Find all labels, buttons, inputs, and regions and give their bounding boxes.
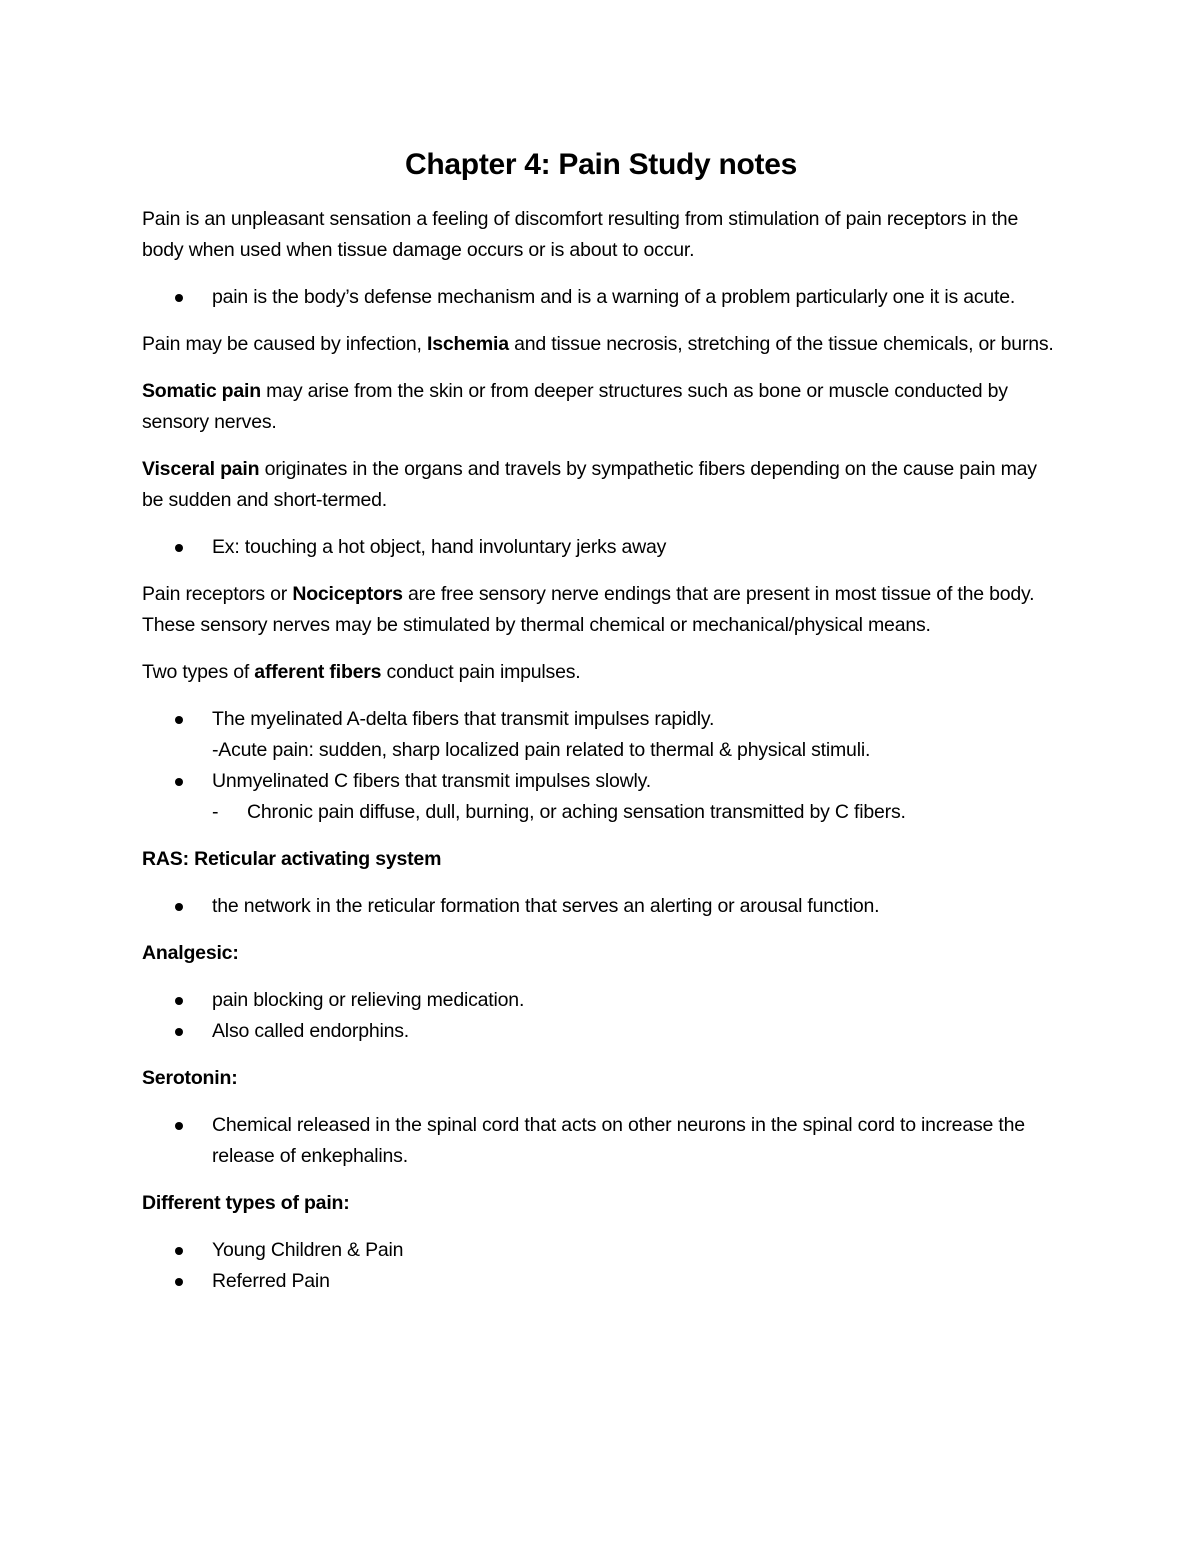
section-heading-types	[142, 1188, 1060, 1219]
text-run: and tissue necrosis, stretching of the tissue chemicals, or burns.	[508, 333, 1054, 355]
list-item-text: Unmyelinated C fibers that transmit impulses slowly.	[212, 770, 651, 792]
text-run: Pain receptors or	[142, 583, 293, 605]
list-item-subtext: -Acute pain: sudden, sharp localized pain related to thermal & physical stimuli.	[212, 739, 871, 761]
term-afferent-fibers: afferent fibers	[254, 661, 382, 683]
bullet-icon	[175, 716, 183, 724]
list-item-text: Ex: touching a hot object, hand involuntary jerks away	[212, 536, 667, 558]
list-item	[142, 1016, 1060, 1047]
list-item-text: Also called endorphins.	[212, 1020, 410, 1042]
bullet-icon	[175, 1278, 183, 1286]
somatic-paragraph	[142, 376, 1060, 438]
page-title: Chapter 4: Pain Study notes	[405, 148, 797, 181]
list-item	[142, 282, 1060, 313]
list-item	[142, 1110, 1060, 1172]
heading-text: Analgesic:	[142, 942, 239, 964]
visceral-list	[142, 532, 1060, 563]
heading-text: Different types of pain:	[142, 1192, 350, 1214]
afferent-list	[142, 704, 1060, 797]
sub-list-item-text: Chronic pain diffuse, dull, burning, or aching sensation transmitted by C fibers.	[247, 801, 906, 823]
dash-marker: -	[212, 801, 219, 823]
term-somatic-pain: Somatic pain	[142, 380, 261, 402]
bullet-icon	[175, 294, 183, 302]
text-run: Two types of	[142, 661, 255, 683]
list-item	[142, 891, 1060, 922]
heading-text: RAS: Reticular activating system	[142, 848, 442, 870]
text-run: conduct pain impulses.	[381, 661, 581, 683]
text-run: are free sensory nerve endings that are present in most tissue of the body. These sensory nerves may be stimulated by thermal chemical or mechanical/physical means.	[142, 583, 1035, 636]
list-item-text: the network in the reticular formation that serves an alerting or arousal function.	[212, 895, 880, 917]
afferent-paragraph	[142, 657, 1060, 688]
term-ischemia: Ischemia	[427, 333, 509, 355]
list-item-text: Young Children & Pain	[212, 1239, 404, 1261]
term-nociceptors: Nociceptors	[292, 583, 403, 605]
text-run: originates in the organs and travels by sympathetic fibers depending on the cause pain may be sudden and short-termed.	[142, 458, 1037, 511]
list-item-text: The myelinated A-delta fibers that transmit impulses rapidly.	[212, 708, 715, 730]
heading-text: Serotonin:	[142, 1067, 238, 1089]
text-run: Pain may be caused by infection,	[142, 333, 427, 355]
bullet-icon	[175, 544, 183, 552]
section-heading-analgesic	[142, 938, 1060, 969]
analgesic-list	[142, 985, 1060, 1047]
bullet-icon	[175, 903, 183, 911]
intro-paragraph: Pain is an unpleasant sensation a feeling of discomfort resulting from stimulation of pain receptors in the body when used when tissue damage occurs or is about to occur.	[142, 208, 1019, 261]
types-list	[142, 1235, 1060, 1297]
document-body	[142, 140, 1060, 1313]
list-item	[142, 1235, 1060, 1266]
list-item-text: pain blocking or relieving medication.	[212, 989, 525, 1011]
serotonin-list	[142, 1110, 1060, 1172]
section-heading-serotonin	[142, 1063, 1060, 1094]
bullet-icon	[175, 1122, 183, 1130]
text-run: may arise from the skin or from deeper structures such as bone or muscle conducted by sensory nerves.	[142, 380, 1008, 433]
list-item	[142, 532, 1060, 563]
bullet-icon	[175, 778, 183, 786]
causes-paragraph	[142, 329, 1060, 360]
list-item	[142, 766, 1060, 797]
visceral-paragraph	[142, 454, 1060, 516]
list-item	[142, 1266, 1060, 1297]
sub-list-item	[142, 797, 1060, 828]
list-item-text: Chemical released in the spinal cord that acts on other neurons in the spinal cord to increase the release of enkephalins.	[212, 1114, 1025, 1167]
ras-list	[142, 891, 1060, 922]
term-visceral-pain: Visceral pain	[142, 458, 260, 480]
nociceptors-paragraph	[142, 579, 1060, 641]
intro-list	[142, 282, 1060, 313]
section-heading-ras	[142, 844, 1060, 875]
bullet-icon	[175, 1247, 183, 1255]
list-item	[142, 704, 1060, 766]
bullet-icon	[175, 997, 183, 1005]
list-item	[142, 985, 1060, 1016]
list-item-text: pain is the body’s defense mechanism and is a warning of a problem particularly one it is acute.	[212, 286, 1016, 308]
list-item-text: Referred Pain	[212, 1270, 330, 1292]
bullet-icon	[175, 1028, 183, 1036]
